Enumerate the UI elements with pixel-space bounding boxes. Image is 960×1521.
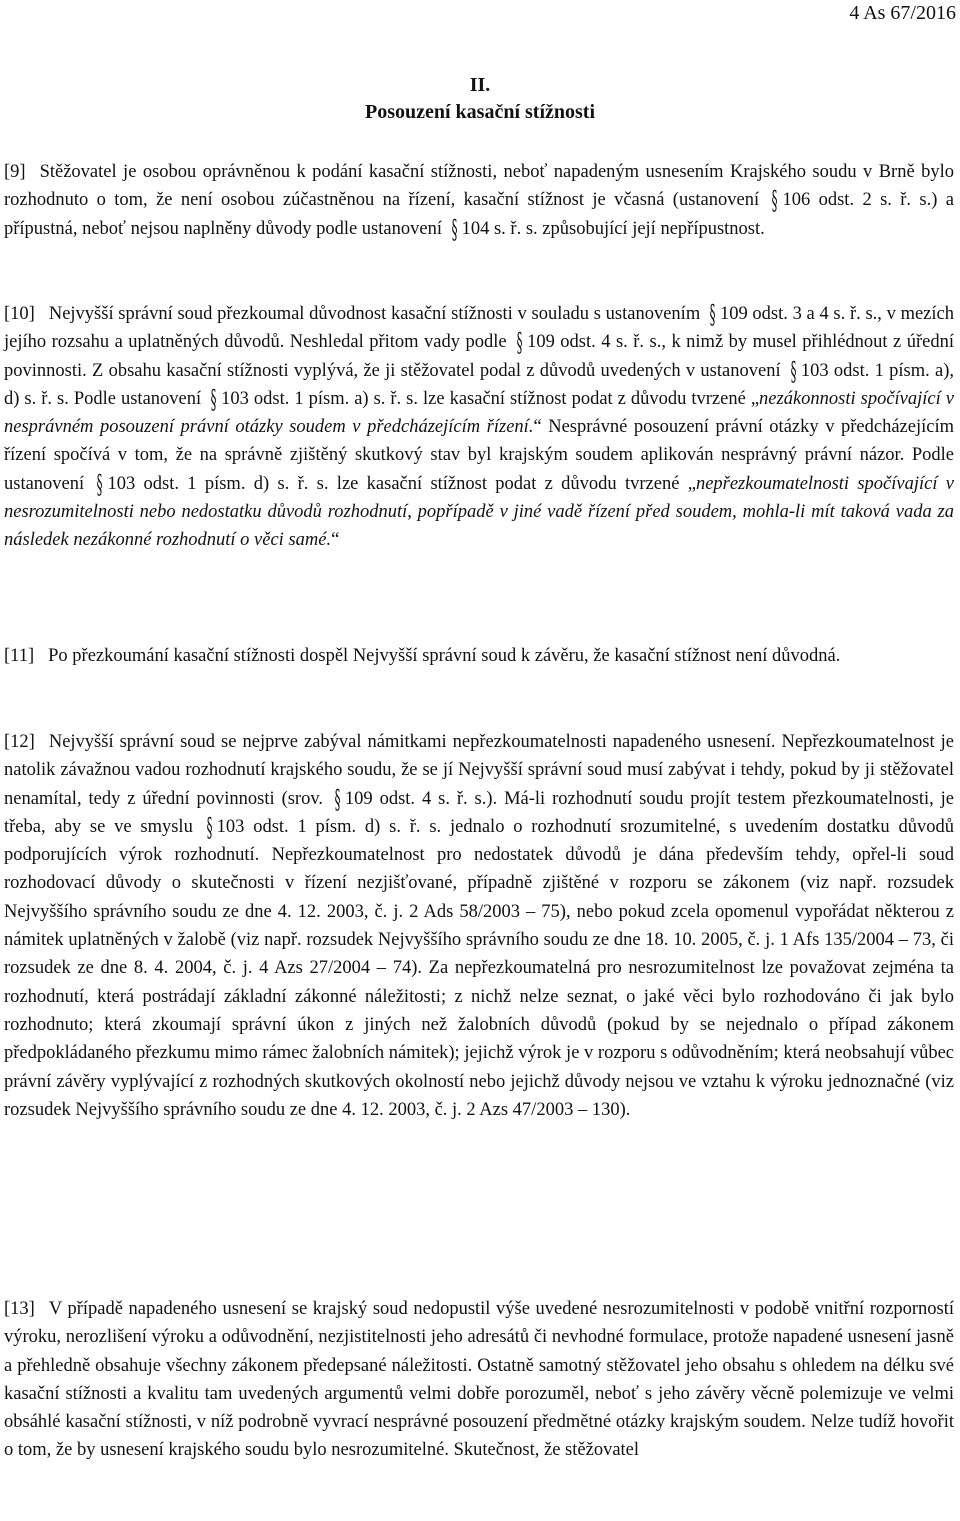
- section-sign-icon: §: [709, 300, 716, 330]
- paragraph-text: 109 odst. 4 s. ř. s.). Má-li rozhodnutí soudu projít testem přezkoumatelnosti, je třeba, aby se ve smyslu: [4, 788, 954, 837]
- paragraph-text: “: [331, 530, 340, 551]
- paragraph-text: 103 odst. 1 písm. a), d) s. ř. s. Podle ustanovení: [4, 360, 954, 409]
- paragraph-12: [4, 728, 954, 1124]
- section-sign-icon: §: [451, 214, 458, 245]
- paragraph-text: 106 odst. 2 s. ř. s.) a přípustná, neboť nejsou naplněny důvody podle ustanovení: [4, 190, 954, 239]
- section-sign-icon: §: [97, 469, 103, 500]
- paragraph-text: 103 odst. 1 písm. a) s. ř. s. lze kasační stížnost podat z důvodu tvrzené „: [221, 388, 760, 409]
- paragraph-text: Po přezkoumání kasační stížnosti dospěl Nejvyšší správní soud k závěru, že kasační stížnost není důvodná.: [48, 646, 841, 666]
- paragraph-text: Nejvyšší správní soud přezkoumal důvodnost kasační stížnosti v souladu s ustanovením: [48, 304, 705, 324]
- section-sign-icon: §: [210, 384, 217, 415]
- paragraph-text: Nejvyšší správní soud se nejprve zabýval námitkami nepřezkoumatelnosti napadeného usnesení. Nepřezkoumatelnost je natolik závažnou vadou rozhodnutí krajského soudu, že se jí Nejvyšší správní soud musí zabývat i tehdy, pokud by ji stěžovatel nenamítal, tedy z úřední povinnosti (srov.: [4, 732, 954, 809]
- paragraph-number: [12]: [4, 732, 35, 752]
- paragraph-13: [4, 1295, 954, 1465]
- paragraph-number: [11]: [4, 646, 35, 666]
- paragraph-number: [9]: [4, 162, 26, 182]
- paragraph-10: [4, 300, 954, 555]
- section-sign-icon: §: [206, 812, 213, 843]
- paragraph-number: [10]: [4, 304, 35, 324]
- paragraph-text: V případě napadeného usnesení se krajský soud nedopustil výše uvedené nesrozumitelnosti v podobě vnitřní rozporností výroku, nerozlišení výroku a odůvodnění, nezjistitelnosti jeho adresátů či nevhodné formulace, protože napadené usnesení jasně a přehledně obsahuje všechny zákonem předepsané náležitosti. Ostatně samotný stěžovatel jeho obsahu s ohledem na délku své kasační stížnosti a kvalitu tam uvedených argumentů velmi dobře porozuměl, neboť s jeho závěry věcně polemizuje ve velmi obsáhlé kasační stížnosti, v níž podrobně vyvrací nesprávné posouzení předmětné otázky krajským soudem. Nelze tudíž hovořit o tom, že by usnesení krajského soudu bylo nesrozumitelné. Skutečnost, že stěžovatel: [4, 1299, 954, 1461]
- paragraph-text: 103 odst. 1 písm. d) s. ř. s. lze kasační stížnost podat z důvodu tvrzené „: [107, 473, 696, 494]
- section-sign-icon: §: [772, 186, 778, 217]
- paragraph-text: 109 odst. 3 a 4 s. ř. s., v mezích jejího rozsahu a uplatněných důvodů. Neshledal přitom vady podle: [4, 304, 954, 353]
- paragraph-11: [4, 642, 954, 670]
- paragraph-text: Stěžovatel je osobou oprávněnou k podání kasační stížnosti, neboť napadeným usnesením Krajského soudu v Brně bylo rozhodnuto o tom, že není osobou zúčastněnou na řízení, kasační stížnost je včasná (ustanovení: [4, 162, 954, 211]
- section-number: II.: [469, 74, 491, 96]
- quoted-text: nezákonnosti spočívající v nesprávném posouzení právní otázky soudem v předcházejícím řízení.: [4, 388, 954, 438]
- section-title: Posouzení kasační stížnosti: [364, 101, 596, 123]
- document-reference: 4 As 67/2016: [849, 2, 956, 24]
- paragraph-9: [4, 158, 954, 243]
- section-sign-icon: §: [790, 356, 797, 387]
- paragraph-text: “ Nesprávné posouzení právní otázky v předcházejícím řízení spočívá v tom, že na správně zjištěný skutkový stav byl krajským soudem aplikován nesprávný právní názor. Podle ustanovení: [4, 417, 954, 494]
- paragraph-number: [13]: [4, 1299, 35, 1319]
- quoted-text: nepřezkoumatelnosti spočívající v nesrozumitelnosti nebo nedostatku důvodů rozhodnutí, popřípadě v jiné vadě řízení před soudem, mohla-li mít taková vada za následek nezákonné rozhodnutí o věci samé.: [4, 473, 955, 551]
- section-sign-icon: §: [516, 328, 523, 359]
- paragraph-text: 109 odst. 4 s. ř. s., k nimž by musel přihlédnout z úřední povinnosti. Z obsahu kasační stížnosti vyplývá, že ji stěžovatel podal z důvodů uvedených v ustanovení: [4, 332, 954, 381]
- section-sign-icon: §: [334, 784, 341, 815]
- paragraph-text: 103 odst. 1 písm. d) s. ř. s. jednalo o rozhodnutí srozumitelné, s uvedením dostatku důvodů podporujících výrok rozhodnutí. Nepřezkoumatelnost pro nedostatek důvodů je dána především tehdy, opřel-li soud rozhodovací důvody o skutečnosti v řízení nezjišťované, případně zjištěné v rozporu se zákonem (viz např. rozsudek Nejvyššího správního soudu ze dne 4. 12. 2003, č. j. 2 Ads 58/2003 – 75), nebo pokud zcela opomenul vypořádat některou z námitek uplatněných v žalobě (viz např. rozsudek Nejvyššího správního soudu ze dne 18. 10. 2005, č. j. 1 Afs 135/2004 – 73, či rozsudek ze dne 8. 4. 2004, č. j. 4 Azs 27/2004 – 74). Za nepřezkoumatelná pro nesrozumitelnost lze považovat zejména ta rozhodnutí, která postrádají základní zákonné náležitosti; z nichž nelze seznat, o jaké věci bylo rozhodováno či jak bylo rozhodnuto; která zkoumají správní úkon z jiných než žalobních důvodů (pokud by se nejednalo o případ zákonem předpokládaného přezkumu mimo rámec žalobních námitek); jejichž výrok je v rozporu s odůvodněním; která neobsahují vůbec právní závěry vyplývající z rozhodných skutkových okolností nebo jejichž důvody nejsou ve vztahu k výroku jednoznačné (viz rozsudek Nejvyššího správního soudu ze dne 4. 12. 2003, č. j. 2 Azs 47/2003 – 130).: [4, 816, 954, 1120]
- paragraph-text: 104 s. ř. s. způsobující její nepřípustnost.: [461, 218, 765, 239]
